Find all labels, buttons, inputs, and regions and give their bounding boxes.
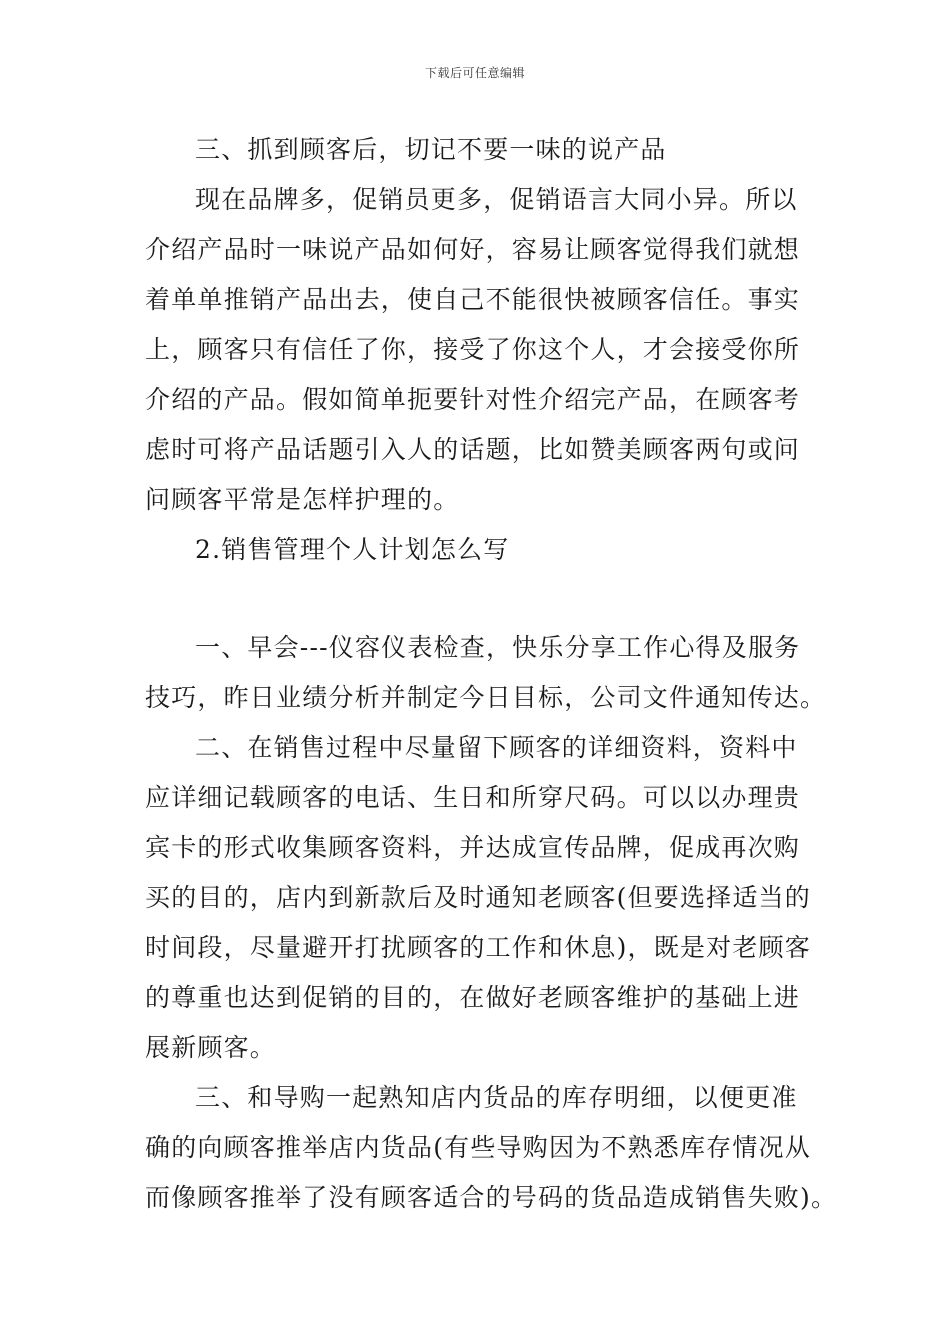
paragraph-line: 问顾客平常是怎样护理的。	[145, 485, 460, 514]
paragraph-line: 上，顾客只有信任了你，接受了你这个人，才会接受你所	[145, 335, 801, 364]
paragraph-line: 展新顾客。	[145, 1033, 277, 1062]
section-heading: 三、抓到顾客后，切记不要一味的说产品	[195, 135, 667, 164]
paragraph-line: 的尊重也达到促销的目的，在做好老顾客维护的基础上进	[145, 983, 801, 1012]
paragraph-line: 三、和导购一起熟知店内货品的库存明细，以便更准	[195, 1083, 798, 1112]
paragraph-line: 确的向顾客推举店内货品(有些导购因为不熟悉库存情况从	[145, 1133, 811, 1162]
paragraph-line: 虑时可将产品话题引入人的话题，比如赞美顾客两句或问	[145, 435, 801, 464]
paragraph-line: 着单单推销产品出去，使自己不能很快被顾客信任。事实	[145, 285, 801, 314]
paragraph-line: 现在品牌多，促销员更多，促销语言大同小异。所以	[195, 185, 798, 214]
paragraph-line: 宾卡的形式收集顾客资料，并达成宣传品牌，促成再次购	[145, 833, 801, 862]
paragraph-line: 一、早会---仪容仪表检查，快乐分享工作心得及服务	[195, 633, 801, 662]
paragraph-line: 买的目的，店内到新款后及时通知老顾客(但要选择适当的	[145, 883, 811, 912]
paragraph-line: 介绍的产品。假如简单扼要针对性介绍完产品，在顾客考	[145, 385, 801, 414]
paragraph-line: 应详细记载顾客的电话、生日和所穿尺码。可以以办理贵	[145, 783, 801, 812]
section-title: 2.销售管理个人计划怎么写	[195, 535, 510, 564]
paragraph-line: 技巧，昨日业绩分析并制定今日目标，公司文件通知传达。	[145, 683, 827, 712]
paragraph-line: 二、在销售过程中尽量留下顾客的详细资料，资料中	[195, 733, 798, 762]
page-header-note: 下载后可任意编辑	[424, 66, 525, 80]
paragraph-line: 时间段，尽量避开打扰顾客的工作和休息)，既是对老顾客	[145, 933, 811, 962]
paragraph-line: 介绍产品时一味说产品如何好，容易让顾客觉得我们就想	[145, 235, 801, 264]
paragraph-line: 而像顾客推举了没有顾客适合的号码的货品造成销售失败)。	[145, 1183, 838, 1212]
